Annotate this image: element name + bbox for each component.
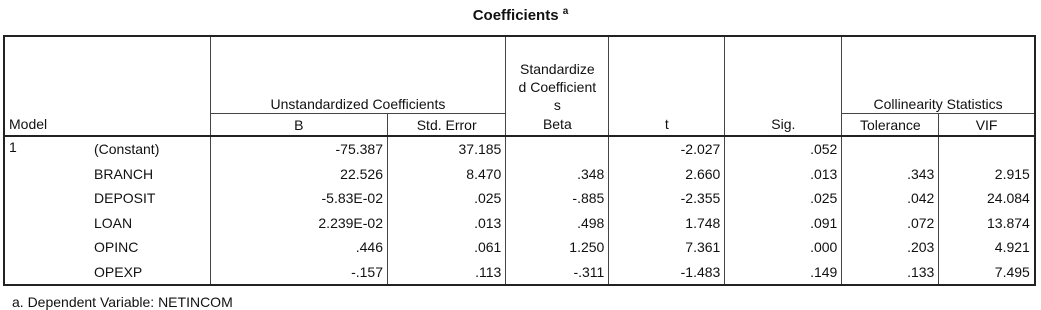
- cell-vif: 4.921: [939, 235, 1035, 260]
- cell-beta: -.311: [506, 260, 609, 286]
- cell-b: .446: [210, 235, 388, 260]
- cell-sig: .000: [725, 235, 842, 260]
- cell-t: 2.660: [609, 162, 725, 187]
- name-header-spacer: [90, 36, 210, 114]
- name-column-header: [90, 114, 210, 137]
- row-label: LOAN: [94, 214, 133, 231]
- sig-header-spacer: [725, 36, 842, 114]
- row-label: OPEXP: [90, 260, 210, 286]
- model-column-header: Model: [4, 114, 90, 137]
- cell-sig: .052: [725, 136, 842, 162]
- coefficients-table: [3, 35, 1036, 286]
- cell-b: 22.526: [210, 162, 388, 187]
- row-label: BRANCH: [94, 165, 154, 182]
- cell-tolerance: .203: [842, 235, 939, 260]
- table-row: [4, 235, 1035, 260]
- cell-std-error: .061: [388, 235, 506, 260]
- cell-b: -75.387: [210, 136, 388, 162]
- collinearity-group-header: Collinearity Statistics: [842, 36, 1035, 114]
- std-error-column-header: Std. Error: [388, 114, 506, 137]
- standardized-group-header: Standardized Coefficients: [506, 36, 609, 114]
- cell-std-error: 8.470: [388, 162, 506, 187]
- cell-std-error: 37.185: [388, 136, 506, 162]
- cell-sig: .091: [725, 211, 842, 236]
- table-row: [4, 211, 1035, 236]
- cell-beta: [506, 136, 609, 162]
- cell-sig: .025: [725, 186, 842, 211]
- cell-tolerance: .072: [842, 211, 939, 236]
- table-title: [0, 6, 1041, 24]
- model-header-spacer: [4, 36, 90, 114]
- model-number: 1: [4, 136, 90, 285]
- cell-vif: 13.874: [939, 211, 1035, 236]
- table-row: [4, 186, 1035, 211]
- cell-vif: [939, 136, 1035, 162]
- footnote: a. Dependent Variable: NETINCOM: [12, 294, 233, 310]
- cell-t: -2.027: [609, 136, 725, 162]
- cell-t: -2.355: [609, 186, 725, 211]
- header-row-columns: [4, 114, 1035, 137]
- cell-std-error: .013: [388, 211, 506, 236]
- sig-column-header: Sig.: [725, 114, 842, 137]
- unstandardized-group-header: Unstandardized Coefficients: [210, 36, 506, 114]
- row-label: DEPOSIT: [94, 190, 156, 207]
- tolerance-column-header: Tolerance: [842, 114, 939, 137]
- cell-b: -.157: [210, 260, 388, 286]
- cell-vif: 24.084: [939, 186, 1035, 211]
- row-label: OPINC: [94, 239, 139, 256]
- cell-sig: .149: [725, 260, 842, 286]
- table-row: [4, 136, 1035, 162]
- cell-beta: 1.250: [506, 235, 609, 260]
- cell-std-error: .113: [388, 260, 506, 286]
- row-label: (Constant): [94, 141, 160, 158]
- vif-column-header: VIF: [939, 114, 1035, 137]
- cell-beta: .348: [506, 162, 609, 187]
- cell-vif: 2.915: [939, 162, 1035, 187]
- cell-t: -1.483: [609, 260, 725, 286]
- cell-vif: 7.495: [939, 260, 1035, 286]
- cell-sig: .013: [725, 162, 842, 187]
- cell-t: 7.361: [609, 235, 725, 260]
- t-column-header: t: [609, 114, 725, 137]
- table-row: [4, 260, 1035, 286]
- title-footnote-marker: a: [562, 6, 569, 17]
- table-row: [4, 162, 1035, 187]
- cell-t: 1.748: [609, 211, 725, 236]
- cell-std-error: .025: [388, 186, 506, 211]
- b-column-header: B: [210, 114, 388, 137]
- cell-beta: -.885: [506, 186, 609, 211]
- cell-tolerance: [842, 136, 939, 162]
- cell-b: -5.83E-02: [210, 186, 388, 211]
- cell-b: 2.239E-02: [210, 211, 388, 236]
- cell-tolerance: .343: [842, 162, 939, 187]
- header-row-group: [4, 36, 1035, 114]
- cell-beta: .498: [506, 211, 609, 236]
- beta-column-header: Beta: [506, 114, 609, 137]
- cell-tolerance: .133: [842, 260, 939, 286]
- table-title-text: Coefficients: [472, 7, 559, 24]
- cell-tolerance: .042: [842, 186, 939, 211]
- t-header-spacer: [609, 36, 725, 114]
